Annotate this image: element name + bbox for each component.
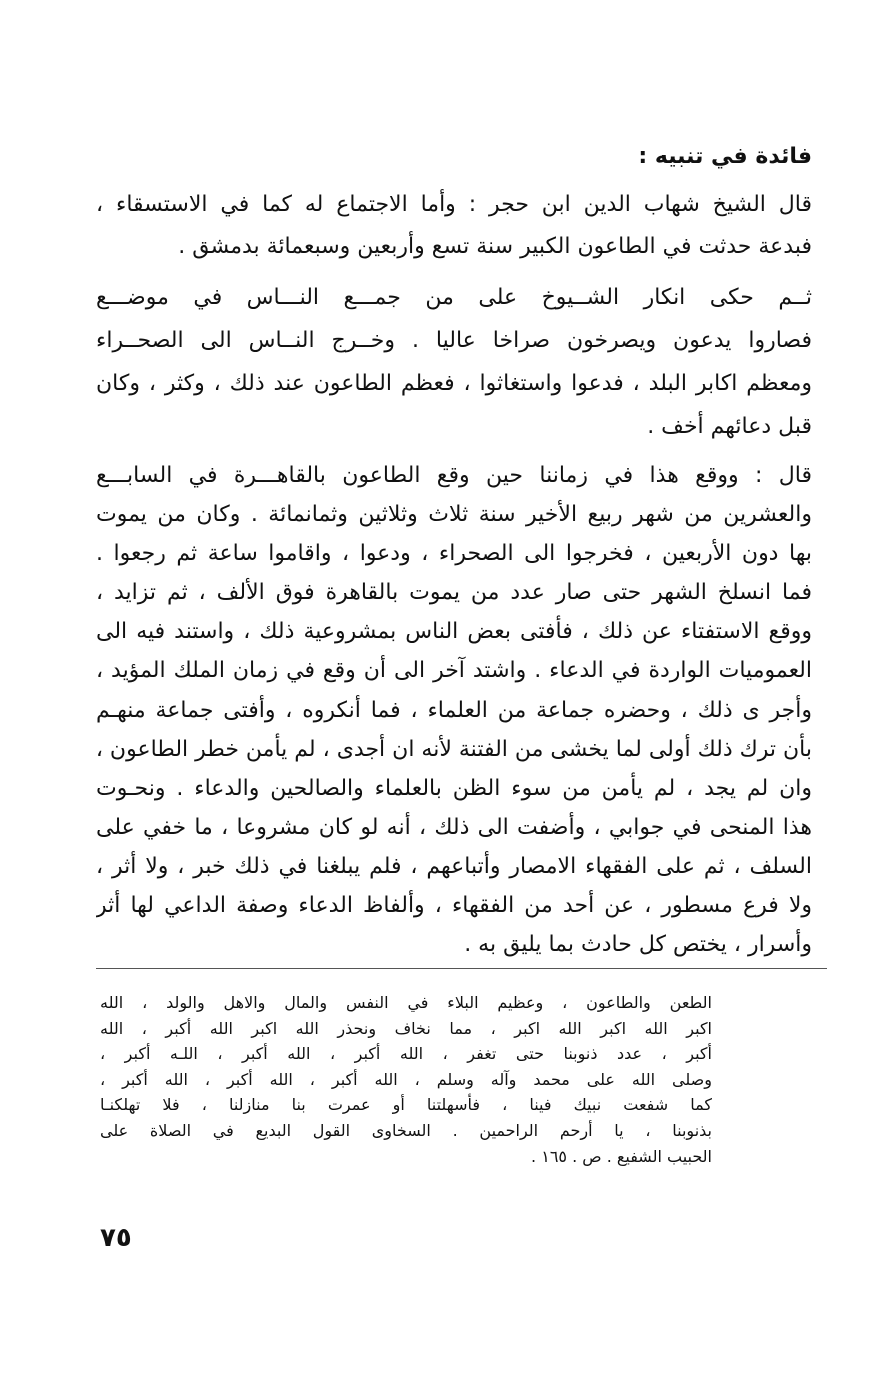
paragraph-3 bbox=[96, 456, 812, 964]
paragraph-1 bbox=[96, 184, 812, 268]
text-line: قال الشيخ شهاب الدين ابن حجر : وأما الاجتماع له كما في الاستسقاء ، bbox=[96, 192, 812, 217]
text-line: والعشرين من شهر ربيع الأخير سنة ثلاث وثلاثين وثمانمائة . وكان من يموت bbox=[96, 502, 812, 528]
paragraph-2 bbox=[96, 276, 812, 448]
footnote-line: الحبيب الشفيع . ص . ١٦٥ . bbox=[531, 1146, 712, 1166]
footnote-line: اكبر الله اكبر الله اكبر ، مما نخاف ونحذر الله اكبر الله أكبر ، الله bbox=[100, 1018, 712, 1038]
text-line: السلف ، ثم على الفقهاء الامصار وأتباعهم ، فلم يبلغنا في ذلك خبر ، ولا أثر ، bbox=[96, 853, 812, 879]
footnote-line: كما شفعت نبيك فينا ، فأسهلتنا أو عمرت بنا منازلنا ، فلا تهلكنـا bbox=[100, 1095, 712, 1115]
footnote-line: وصلى الله على محمد وآله وسلم ، الله أكبر ، الله أكبر ، الله أكبر ، bbox=[100, 1069, 712, 1089]
text-line: ووقع الاستفتاء عن ذلك ، فأفتى بعض الناس بمشروعية ذلك ، واستند فيه الى bbox=[96, 619, 812, 645]
footnote-divider bbox=[96, 968, 827, 969]
footnote bbox=[100, 990, 712, 1169]
text-line: ومعظم اكابر البلد ، فدعوا واستغاثوا ، فعظم الطاعون عند ذلك ، وكثر ، وكان bbox=[96, 371, 812, 396]
text-line: فما انسلخ الشهر حتى صار عدد من يموت بالقاهرة فوق الألف ، ثم تزايد ، bbox=[96, 580, 812, 606]
text-line: فصاروا يدعون ويصرخون صراخا عاليا . وخــرج النــاس الى الصحــراء bbox=[96, 328, 812, 353]
text-line: وان لم يجد ، لم يأمن من سوء الظن بالعلماء والصالحين والدعاء . ونحـوت bbox=[96, 775, 812, 801]
footnote-line: أكبر ، عدد ذنوبنا حتى تغفر ، الله أكبر ، الله أكبر ، اللـه أكبر ، bbox=[100, 1044, 712, 1064]
text-line: قال : ووقع هذا في زماننا حين وقع الطاعون بالقاهـــرة في السابـــع bbox=[96, 463, 812, 488]
footnote-line: الطعن والطاعون ، وعظيم البلاء في النفس والمال والاهل والولد ، الله bbox=[100, 993, 712, 1012]
text-line: وأجر ى ذلك ، وحضره جماعة من العلماء ، فما أنكروه ، وأفتى جماعة منهـم bbox=[96, 697, 812, 723]
page-number: ٧٥ bbox=[100, 1223, 132, 1253]
text-line: بها دون الأربعين ، فخرجوا الى الصحراء ، ودعوا ، واقاموا ساعة ثم رجعوا . bbox=[96, 541, 812, 567]
text-line: قبل دعائهم أخف . bbox=[647, 414, 812, 439]
text-line: ولا فرع مسطور ، عن أحد من الفقهاء ، وألفاظ الدعاء وصفة الداعي لها أثر bbox=[96, 893, 812, 919]
text-line: ثــم حكى انكار الشــيوخ على من جمـــع النـــاس في موضـــع bbox=[96, 285, 812, 310]
text-line: العموميات الواردة في الدعاء . واشتد آخر الى أن وقع في زمان الملك المؤيد ، bbox=[96, 658, 812, 684]
text-line: هذا المنحى في جوابي ، وأضفت الى ذلك ، أنه لو كان مشروعا ، ما خفي على bbox=[96, 814, 812, 840]
text-line: وأسرار ، يختص كل حادث بما يليق به . bbox=[464, 932, 812, 958]
text-line: بأن ترك ذلك أولى لما يخشى من الفتنة لأنه ان أجدى ، لم يأمن خطر الطاعون ، bbox=[96, 736, 812, 762]
text-line: فبدعة حدثت في الطاعون الكبير سنة تسع وأربعين وسبعمائة بدمشق . bbox=[178, 234, 812, 259]
section-heading: فائدة في تنبيه : bbox=[638, 144, 812, 169]
footnote-line: بذنوبنا ، يا أرحم الراحمين . السخاوى القول البديع في الصلاة على bbox=[100, 1120, 712, 1140]
